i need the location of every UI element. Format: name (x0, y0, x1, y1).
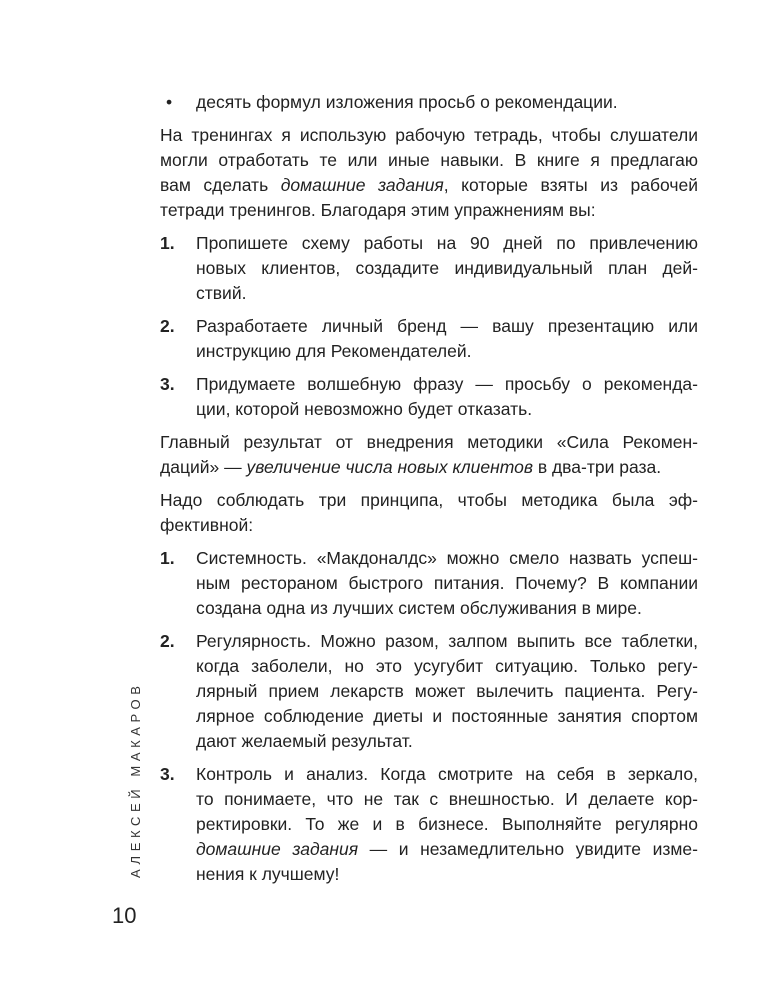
text-line (196, 546, 698, 571)
text-line (160, 430, 698, 455)
text-segment: лярный прием лекарств может вылечить пациента. Регу- (196, 681, 698, 701)
text-segment: Регулярность. Можно разом, залпом выпить все таблетки, (196, 631, 698, 651)
item-number: 2. (160, 631, 175, 651)
text-line (196, 596, 698, 621)
text-line (196, 90, 698, 115)
text-line (160, 198, 698, 223)
text-segment: даций» — (160, 457, 247, 477)
numbered-item (160, 629, 698, 754)
text-segment: лярное соблюдение диеты и постоянные занятия спортом (196, 706, 698, 726)
text-segment: ректировки. То же и в бизнесе. Выполняйте регулярно (196, 814, 698, 834)
text-segment: Главный результат от внедрения методики «Сила Рекомен- (160, 432, 698, 452)
text-segment: — и незамедлительно увидите изме- (358, 839, 698, 859)
text-segment: тетради тренингов. Благодаря этим упражнениям вы: (160, 200, 596, 220)
numbered-item (160, 231, 698, 306)
text-segment: могли отработать те или иные навыки. В книге я предлагаю (160, 150, 698, 170)
text-segment: Разработаете личный бренд — вашу презентацию или (196, 316, 698, 336)
text-segment: вам сделать (160, 175, 281, 195)
text-line (160, 455, 698, 480)
text-segment: новых клиентов, создадите индивидуальный план дей- (196, 258, 698, 278)
text-line (196, 787, 698, 812)
text-line (196, 256, 698, 281)
text-segment: создана одна из лучших систем обслуживания в мире. (196, 598, 642, 618)
numbered-item (160, 314, 698, 364)
paragraph (160, 123, 698, 223)
text-line (196, 704, 698, 729)
numbered-item (160, 546, 698, 621)
page-number: 10 (112, 903, 137, 928)
text-segment: ствий. (196, 283, 247, 303)
text-line (196, 571, 698, 596)
text-segment: фективной: (160, 515, 254, 535)
text-line (196, 231, 698, 256)
numbered-item (160, 372, 698, 422)
text-segment: десять формул изложения просьб о рекомендации. (196, 92, 618, 112)
text-segment: ции, которой невозможно будет отказать. (196, 399, 533, 419)
item-number: 1. (160, 233, 175, 253)
bullet-item (160, 90, 698, 115)
text-line (196, 837, 698, 862)
text-segment: когда заболели, но это усугубит ситуацию. Только регу- (196, 656, 698, 676)
text-line (196, 729, 698, 754)
text-line (196, 629, 698, 654)
text-segment: дают желаемый результат. (196, 731, 413, 751)
item-number: 1. (160, 548, 175, 568)
paragraph (160, 488, 698, 538)
text-segment: На тренингах я использую рабочую тетрадь, чтобы слушатели (160, 125, 698, 145)
text-line (196, 314, 698, 339)
text-segment: ным рестораном быстрого питания. Почему? В компании (196, 573, 698, 593)
text-segment: Системность. «Макдоналдс» можно смело назвать успеш- (196, 548, 698, 568)
text-segment: то понимаете, что не так с внешностью. И делаете кор- (196, 789, 698, 809)
emphasis-text: увеличение числа новых клиентов (246, 457, 533, 477)
emphasis-text: домашние задания (280, 175, 444, 195)
running-head-author: АЛЕКСЕЙ МАКАРОВ (128, 681, 143, 878)
text-line (196, 397, 698, 422)
text-line (160, 123, 698, 148)
text-line (196, 654, 698, 679)
text-segment: Надо соблюдать три принципа, чтобы методика была эф- (160, 490, 698, 510)
text-line (196, 679, 698, 704)
text-line (196, 812, 698, 837)
text-segment: Пропишете схему работы на 90 дней по привлечению (196, 233, 698, 253)
text-line (196, 862, 698, 887)
text-segment: , которые взяты из рабочей (443, 175, 698, 195)
item-number: 2. (160, 316, 175, 336)
text-line (160, 173, 698, 198)
text-line (196, 372, 698, 397)
text-segment: Контроль и анализ. Когда смотрите на себя в зеркало, (196, 764, 698, 784)
bullet-marker: • (166, 92, 173, 112)
text-line (196, 281, 698, 306)
text-line (196, 339, 698, 364)
paragraph (160, 430, 698, 480)
item-number: 3. (160, 374, 175, 394)
numbered-item (160, 762, 698, 887)
text-segment: нения к лучшему! (196, 864, 340, 884)
text-segment: Придумаете волшебную фразу — просьбу о рекоменда- (196, 374, 698, 394)
text-segment: в два-три раза. (532, 457, 662, 477)
emphasis-text: домашние задания (196, 839, 359, 859)
text-line (196, 762, 698, 787)
item-number: 3. (160, 764, 175, 784)
text-segment: инструкцию для Рекомендателей. (196, 341, 472, 361)
body-text (160, 90, 698, 895)
text-line (160, 148, 698, 173)
text-line (160, 513, 698, 538)
text-line (160, 488, 698, 513)
